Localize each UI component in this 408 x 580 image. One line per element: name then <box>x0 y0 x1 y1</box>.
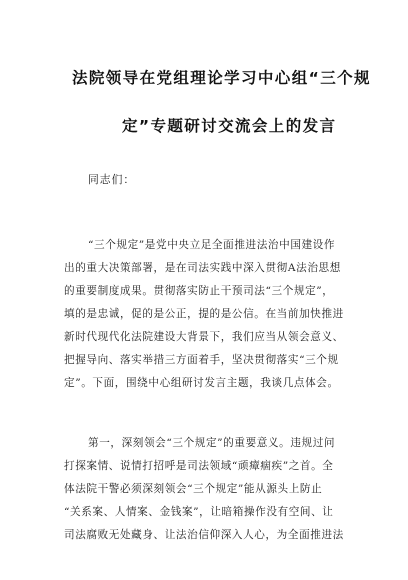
paragraph-line: 把握导向、落实举措三方面着手，坚决贯彻落实“三个规 <box>64 354 339 366</box>
paragraph-line: 的重要制度成果。贯彻落实防止干预司法“三个规定”， <box>64 285 334 297</box>
paragraph-line: 打探案情、说情打招呼是司法领域“顽瘴痼疾”之首。全 <box>64 460 334 472</box>
paragraph-line: “关系案、人情案、金钱案”，让暗箱操作没有空间、让 <box>64 506 334 518</box>
paragraph-line: 体法院干警必须深刻领会“三个规定”能从源头上防止 <box>64 483 323 495</box>
salutation: 同志们： <box>88 173 136 186</box>
paragraph-line: 填的是忠诚，促的是公正，提的是公信。在当前加快推进 <box>64 308 344 320</box>
paragraph-line: 第一，深刻领会“三个规定”的重要意义。违规过问 <box>88 437 336 449</box>
document-title-line-2: 定”专题研讨交流会上的发言 <box>122 117 337 135</box>
document-title-line-1: 法院领导在党组理论学习中心组“三个规 <box>72 69 371 87</box>
paragraph-line: 出的重大决策部署，是在司法实践中深入贯彻A法治思想 <box>64 262 341 274</box>
paragraph-line: 司法腐败无处藏身、让法治信仰深入人心，为全面推进法 <box>64 529 344 541</box>
paragraph-line: 定”。下面，围绕中心组研讨发言主题，我谈几点体会。 <box>64 377 339 389</box>
paragraph-line: “三个规定”是党中央立足全面推进法治中国建设作 <box>88 239 336 251</box>
paragraph-line: 新时代现代化法院建设大背景下，我们应当从领会意义、 <box>64 331 344 343</box>
